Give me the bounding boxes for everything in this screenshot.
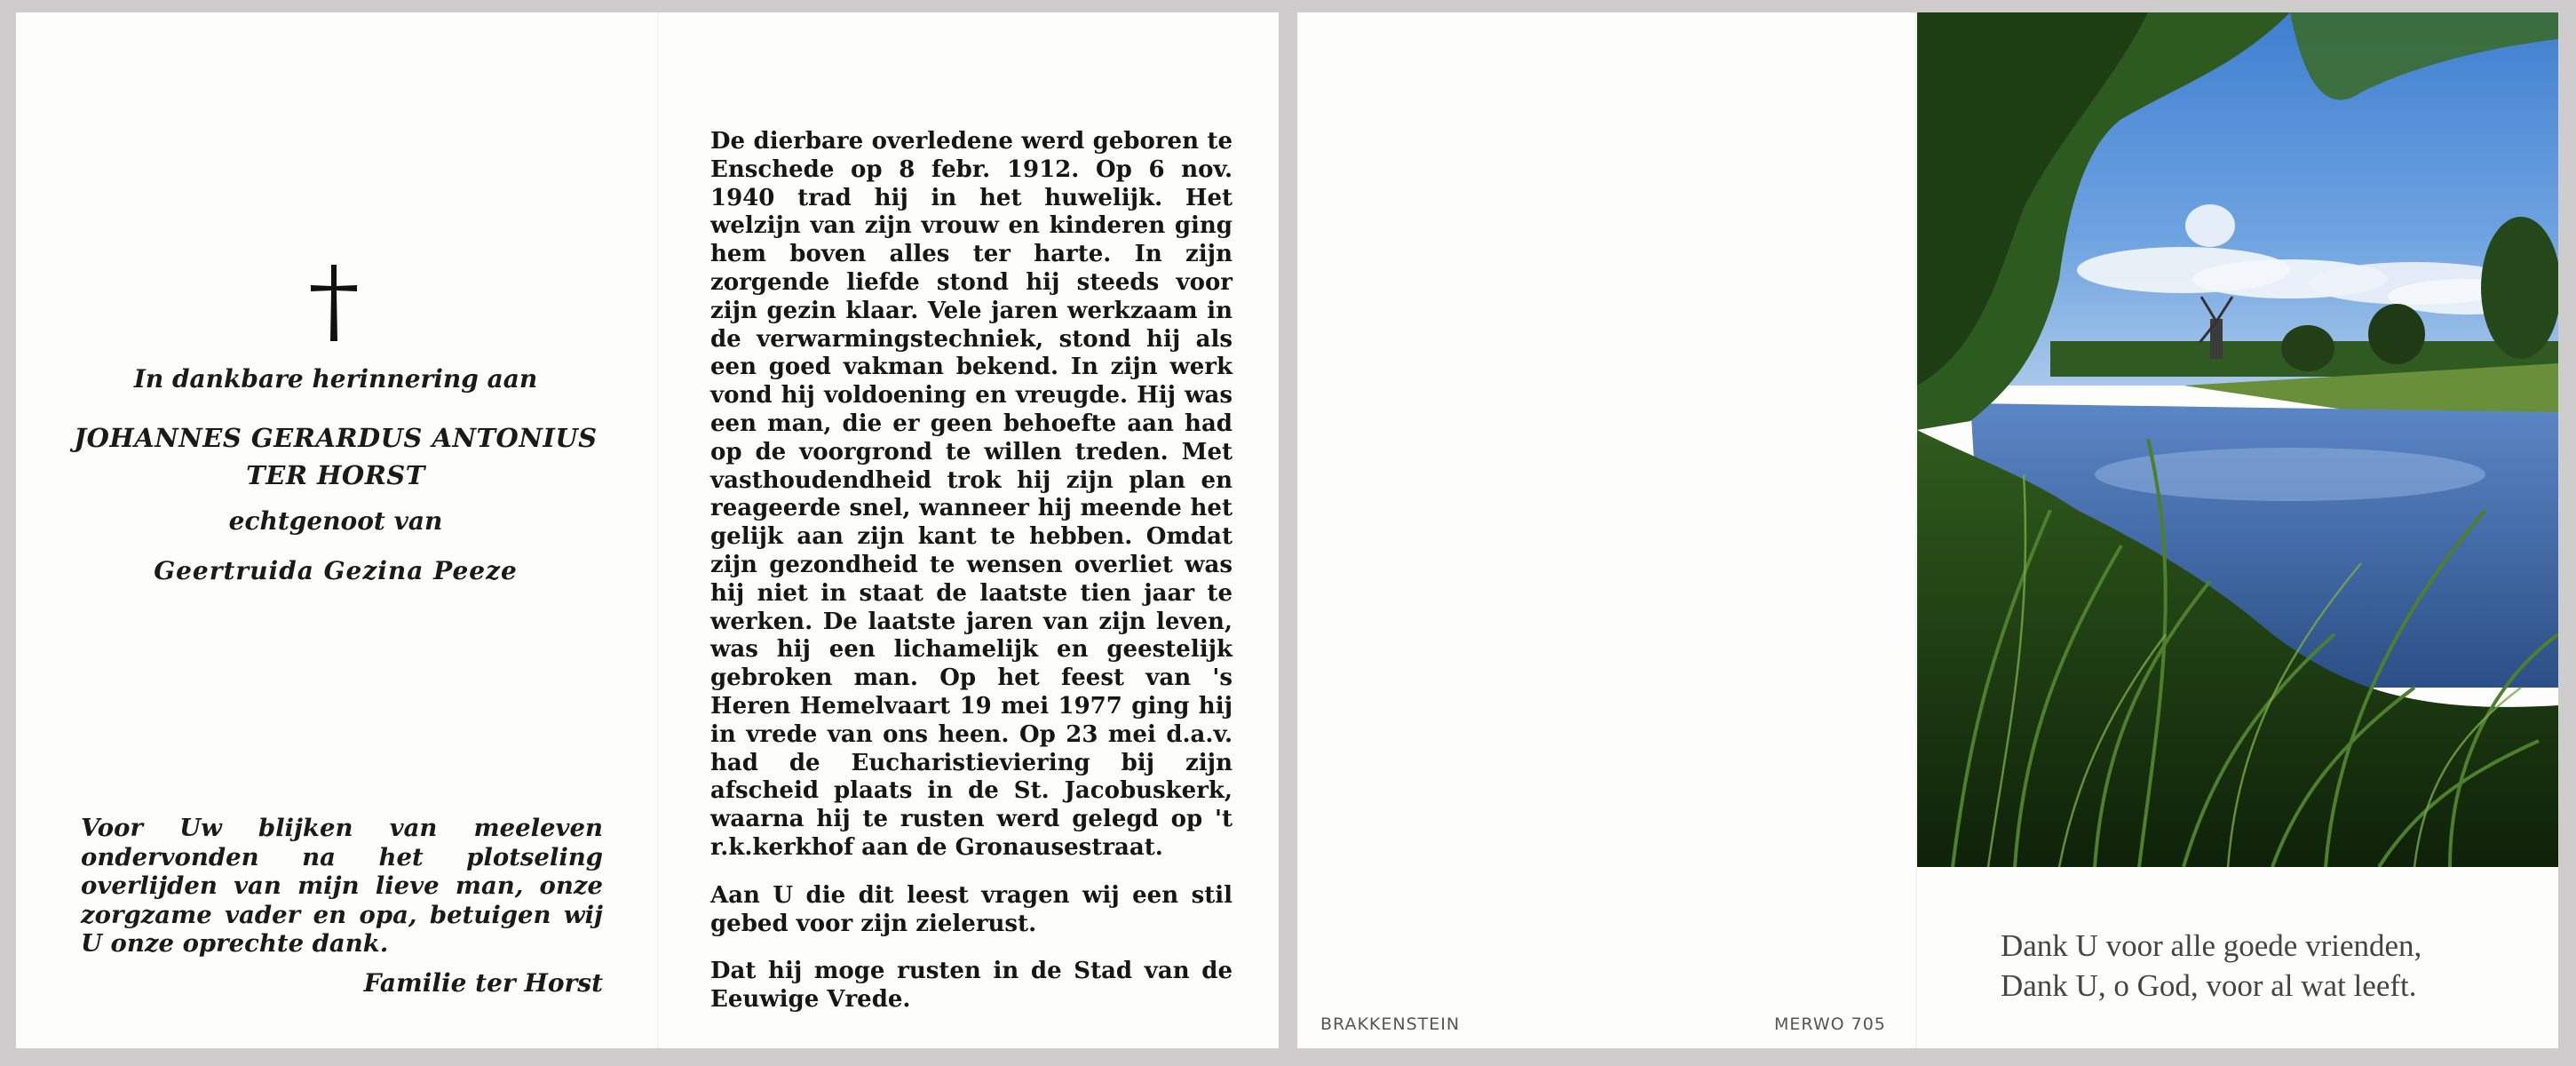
intro-text: In dankbare herinnering aan <box>133 364 538 394</box>
memorial-card-right <box>1297 12 2558 1048</box>
biography-paragraph-1: De dierbare overledene werd geboren te Enschede op 8 febr. 1912. Op 6 nov. 1940 trad hij in het huwelijk. Het welzijn van zijn vrouw en kinderen ging hem boven alles ter harte. In zijn zorgende liefde stond hij steeds voor zijn gezin klaar. Vele jaren werkzaam in de verwarmingstechniek, stond hij als een goed vakman bekend. In zijn werk vond hij voldoening en vreugde. Hij was een man, die er geen behoefte aan had op de voorgrond te willen treden. Met vasthoudendheid trok hij zijn plan en reageerde snel, wanneer hij meende het gelijk aan zijn kant te hebben. Omdat zijn gezondheid te wensen overliet was hij niet in staat de laatste tien jaar te werken. De laatste jaren van zijn leven, was hij een lichamelijk en geestelijk gebroken man. Op het feest van 's Heren Hemelvaart 19 mei 1977 ging hij in vrede van ons heen. Op 23 mei d.a.v. had de Eucharistieviering bij zijn afscheid plaats in de St. Jacobuskerk, waarna hij te rusten werd gelegd op 't r.k.kerkhof aan de Gronausestraat. <box>710 128 1233 861</box>
verse-line-2: Dank U, o God, voor al wat leeft. <box>2001 968 2417 1003</box>
cross-icon <box>307 263 361 343</box>
verse-line-1: Dank U voor alle goede vrienden, <box>2001 928 2422 963</box>
dedication-panel <box>16 12 655 1048</box>
family-signature: Familie ter Horst <box>363 968 603 998</box>
biography-paragraph-2: Aan U die dit leest vragen wij een stil gebed voor zijn zielerust. <box>710 881 1233 937</box>
deceased-name <box>69 419 602 494</box>
biography-paragraph-3: Dat hij moge rusten in de Stad van de Eeuwige Vrede. <box>710 958 1233 1014</box>
biography <box>710 128 1233 1034</box>
landscape-photo <box>1917 12 2558 867</box>
verse <box>2001 926 2551 1006</box>
memorial-card-left <box>16 12 1279 1048</box>
spouse-name: Geertruida Gezina Peeze <box>154 556 518 585</box>
name-line-1: JOHANNES GERARDUS ANTONIUS <box>74 423 598 453</box>
publisher-label: BRAKKENSTEIN <box>1320 1014 1461 1034</box>
name-line-2: TER HORST <box>246 460 425 490</box>
spouse-label: echtgenoot van <box>228 506 443 536</box>
fold-line <box>657 12 659 1048</box>
card-code: MERWO 705 <box>1774 1014 1886 1034</box>
thanks-text: Voor Uw blijken van meeleven ondervonden na het plotseling overlijden van mijn lieve man, onze zorgzame vader en opa, betuigen wij U onze oprechte dank. <box>81 814 603 958</box>
